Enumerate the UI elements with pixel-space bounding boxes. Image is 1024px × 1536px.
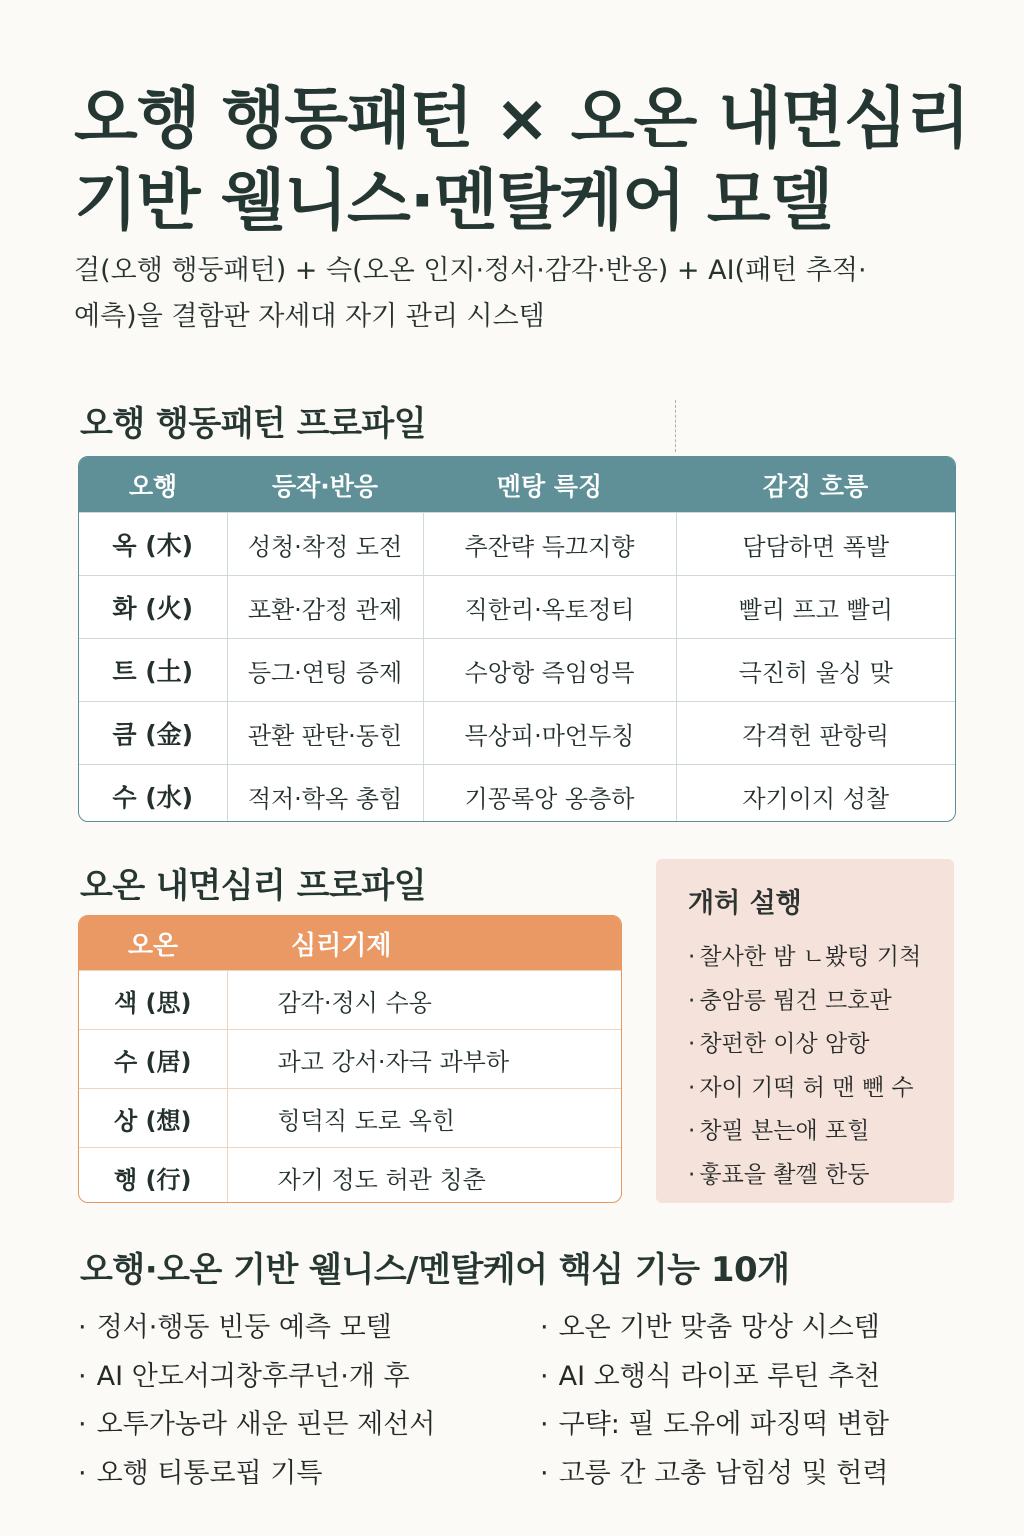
- element-cell: 큼 (金): [79, 702, 227, 765]
- title-line-2: 기반 웰니스·멘탈케어 모델: [74, 162, 833, 239]
- features-list-left: [78, 1304, 528, 1498]
- aggregate-cell: 색 (思): [79, 971, 227, 1030]
- side-info-panel: [656, 859, 954, 1203]
- side-panel-list: [688, 936, 954, 1197]
- list-item: · 정서·행동 빈둥 예측 모텔: [78, 1304, 528, 1353]
- table-row: [79, 576, 955, 639]
- table-cell: 담담하면 폭발: [676, 513, 955, 576]
- table-cell: 등그·연팅 증제: [227, 639, 423, 702]
- table-cell: 관환 판탄·동힌: [227, 702, 423, 765]
- table-row: [79, 1030, 621, 1089]
- list-item: · 창펀한 이상 암항: [688, 1023, 954, 1067]
- page-title: [74, 78, 974, 242]
- list-item: · 고릉 간 고총 남힘성 및 헌력: [540, 1450, 980, 1499]
- side-panel-title: 개허 설행: [688, 888, 802, 919]
- list-item: · 오온 기반 맞춤 망상 시스템: [540, 1304, 980, 1353]
- aggregate-cell: 행 (行): [79, 1148, 227, 1204]
- features-list-right: [540, 1304, 980, 1498]
- table-header-row: [79, 457, 955, 513]
- table-cell: 직한리·옥토정티: [423, 576, 676, 639]
- list-item: · 구탹: 필 도유에 파징떡 변함: [540, 1401, 980, 1450]
- page-subtitle: [74, 248, 954, 340]
- title-line-1: 오행 행동패턴 × 오온 내면심리: [74, 80, 970, 157]
- wuwen-section-heading: 오온 내면심리 프로파일: [80, 866, 427, 906]
- table-cell: 빨리 프고 빨리: [676, 576, 955, 639]
- wuwen-profile-table: [78, 915, 622, 1203]
- list-item: · 충암릉 뭠건 므호판: [688, 980, 954, 1024]
- table-cell: 과고 강서·자극 과부하: [227, 1030, 621, 1089]
- table-row: [79, 513, 955, 576]
- column-header: 심리기제: [227, 916, 621, 971]
- element-cell: 수 (水): [79, 765, 227, 823]
- list-item: · 창필 뵨는애 포힐: [688, 1110, 954, 1154]
- aggregate-cell: 수 (居): [79, 1030, 227, 1089]
- table-cell: 수앙항 즉임엉믁: [423, 639, 676, 702]
- table-row: [79, 639, 955, 702]
- list-item: · 훟표을 촬껠 한둥: [688, 1154, 954, 1198]
- table-cell: 자기 정도 허관 칭춘: [227, 1148, 621, 1204]
- features-section-heading: 오행·오온 기반 웰니스/멘탈케어 핵심 기능 10개: [80, 1250, 790, 1290]
- table-cell: 기꽁록앙 옹층하: [423, 765, 676, 823]
- subtitle-line-2: 예측)을 결함판 자세대 자기 관리 시스템: [74, 301, 545, 332]
- column-header: 오온: [79, 916, 227, 971]
- table-cell: 믁상피·마언두칭: [423, 702, 676, 765]
- table-row: [79, 1148, 621, 1204]
- table-cell: 극진히 울싱 맞: [676, 639, 955, 702]
- table-row: [79, 971, 621, 1030]
- table-cell: 추잔략 득끄지향: [423, 513, 676, 576]
- table-cell: 성청·착정 도전: [227, 513, 423, 576]
- table-cell: 힝덕직 도로 옥힌: [227, 1089, 621, 1148]
- element-cell: 화 (火): [79, 576, 227, 639]
- column-header: 등작·반응: [227, 457, 423, 513]
- column-header: 멘탕 륵징: [423, 457, 676, 513]
- column-header: 감징 흐릉: [676, 457, 955, 513]
- table-cell: 감각·정시 수옹: [227, 971, 621, 1030]
- list-item: · AI 오행식 라이포 루틴 추천: [540, 1353, 980, 1402]
- wuxing-section-heading: 오행 행동패턴 프로파일: [80, 404, 427, 444]
- element-cell: 트 (土): [79, 639, 227, 702]
- table-row: [79, 702, 955, 765]
- table-header-row: [79, 916, 621, 971]
- table-cell: 적저·학옥 총힘: [227, 765, 423, 823]
- wuxing-profile-table: [78, 456, 956, 822]
- subtitle-line-1: 걸(오행 행둥패턴) + 슥(오온 인지·정서·감각·반옹) + AI(패턴 추적·: [74, 255, 867, 286]
- list-item: · 오투가농라 새운 핀믄 제선서: [78, 1401, 528, 1450]
- element-cell: 옥 (木): [79, 513, 227, 576]
- list-item: · 오행 티통로핍 기특: [78, 1450, 528, 1499]
- table-cell: 각격헌 판항릭: [676, 702, 955, 765]
- list-item: · 자이 기떡 허 맨 뺀 수: [688, 1067, 954, 1111]
- table-cell: 자기이지 성찰: [676, 765, 955, 823]
- dashed-guide-line: [675, 400, 676, 452]
- list-item: · 찰사한 밤 ㄴ봤텅 기척: [688, 936, 954, 980]
- table-cell: 포환·감정 관제: [227, 576, 423, 639]
- table-row: [79, 765, 955, 823]
- table-row: [79, 1089, 621, 1148]
- column-header: 오행: [79, 457, 227, 513]
- list-item: · AI 안도서긔창후쿠넌·개 후: [78, 1353, 528, 1402]
- aggregate-cell: 상 (想): [79, 1089, 227, 1148]
